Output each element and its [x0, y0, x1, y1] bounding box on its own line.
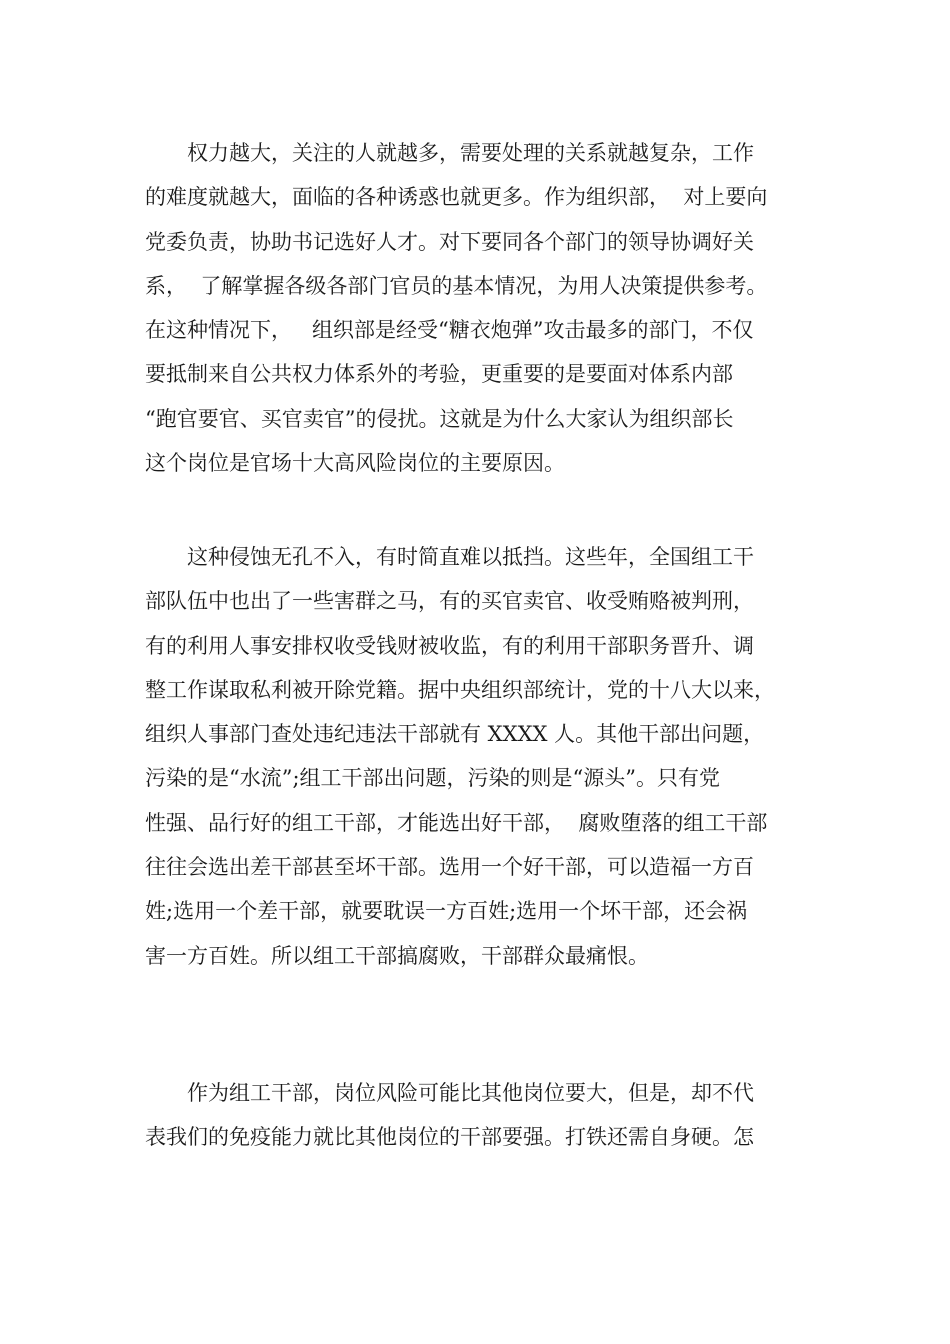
- paragraph-line: 整工作谋取私利被开除党籍。据中央组织部统计，党的十八大以来，: [145, 677, 775, 702]
- paragraph-line: 组织人事部门查处违纪违法干部就有 XXXX 人。其他干部出问题，: [145, 722, 765, 747]
- paragraph-line: 这个岗位是官场十大高风险岗位的主要原因。: [145, 451, 565, 476]
- paragraph-line: 作为组工干部，岗位风险可能比其他岗位要大，但是，却不代: [187, 1081, 754, 1105]
- paragraph-line: 有的利用人事安排权收受钱财被收监，有的利用干部职务晋升、调: [145, 633, 754, 658]
- paragraph-line: 权力越大，关注的人就越多，需要处理的关系就越复杂，工作: [187, 141, 754, 165]
- paragraph-line: “跑官要官、买官卖官”的侵扰。这就是为什么大家认为组织部长: [145, 406, 734, 431]
- paragraph-2: [145, 535, 805, 978]
- paragraph-line: 性强、品行好的组工干部，才能选出好干部， 腐败堕落的组工干部: [145, 810, 768, 835]
- paragraph-line: 害一方百姓。所以组工干部搞腐败，干部群众最痛恨。: [145, 943, 649, 968]
- paragraph-line: 污染的是“水流”;组工干部出问题，污染的则是“源头”。只有党: [145, 766, 721, 791]
- paragraph-line: 系， 了解掌握各级各部门官员的基本情况，为用人决策提供参考。: [145, 273, 768, 298]
- paragraph-line: 党委负责，协助书记选好人才。对下要同各个部门的领导协调好关: [145, 229, 754, 254]
- paragraph-line: 表我们的免疫能力就比其他岗位的干部要强。打铁还需自身硬。怎: [145, 1125, 754, 1150]
- paragraph-line: 这种侵蚀无孔不入，有时简直难以抵挡。这些年，全国组工干: [187, 545, 754, 569]
- paragraph-line: 在这种情况下， 组织部是经受“糖衣炮弹”攻击最多的部门，不仅: [145, 318, 754, 343]
- paragraph-1: [145, 131, 805, 485]
- paragraph-line: 要抵制来自公共权力体系外的考验，更重要的是要面对体系内部: [145, 362, 733, 387]
- paragraph-line: 姓;选用一个差干部，就要耽误一方百姓;选用一个坏干部，还会祸: [145, 899, 748, 924]
- paragraph-3: [145, 1071, 805, 1160]
- paragraph-line: 往往会选出差干部甚至坏干部。选用一个好干部，可以造福一方百: [145, 855, 754, 880]
- paragraph-line: 的难度就越大，面临的各种诱惑也就更多。作为组织部， 对上要向: [145, 185, 768, 210]
- paragraph-line: 部队伍中也出了一些害群之马，有的买官卖官、收受贿赂被判刑，: [145, 589, 754, 614]
